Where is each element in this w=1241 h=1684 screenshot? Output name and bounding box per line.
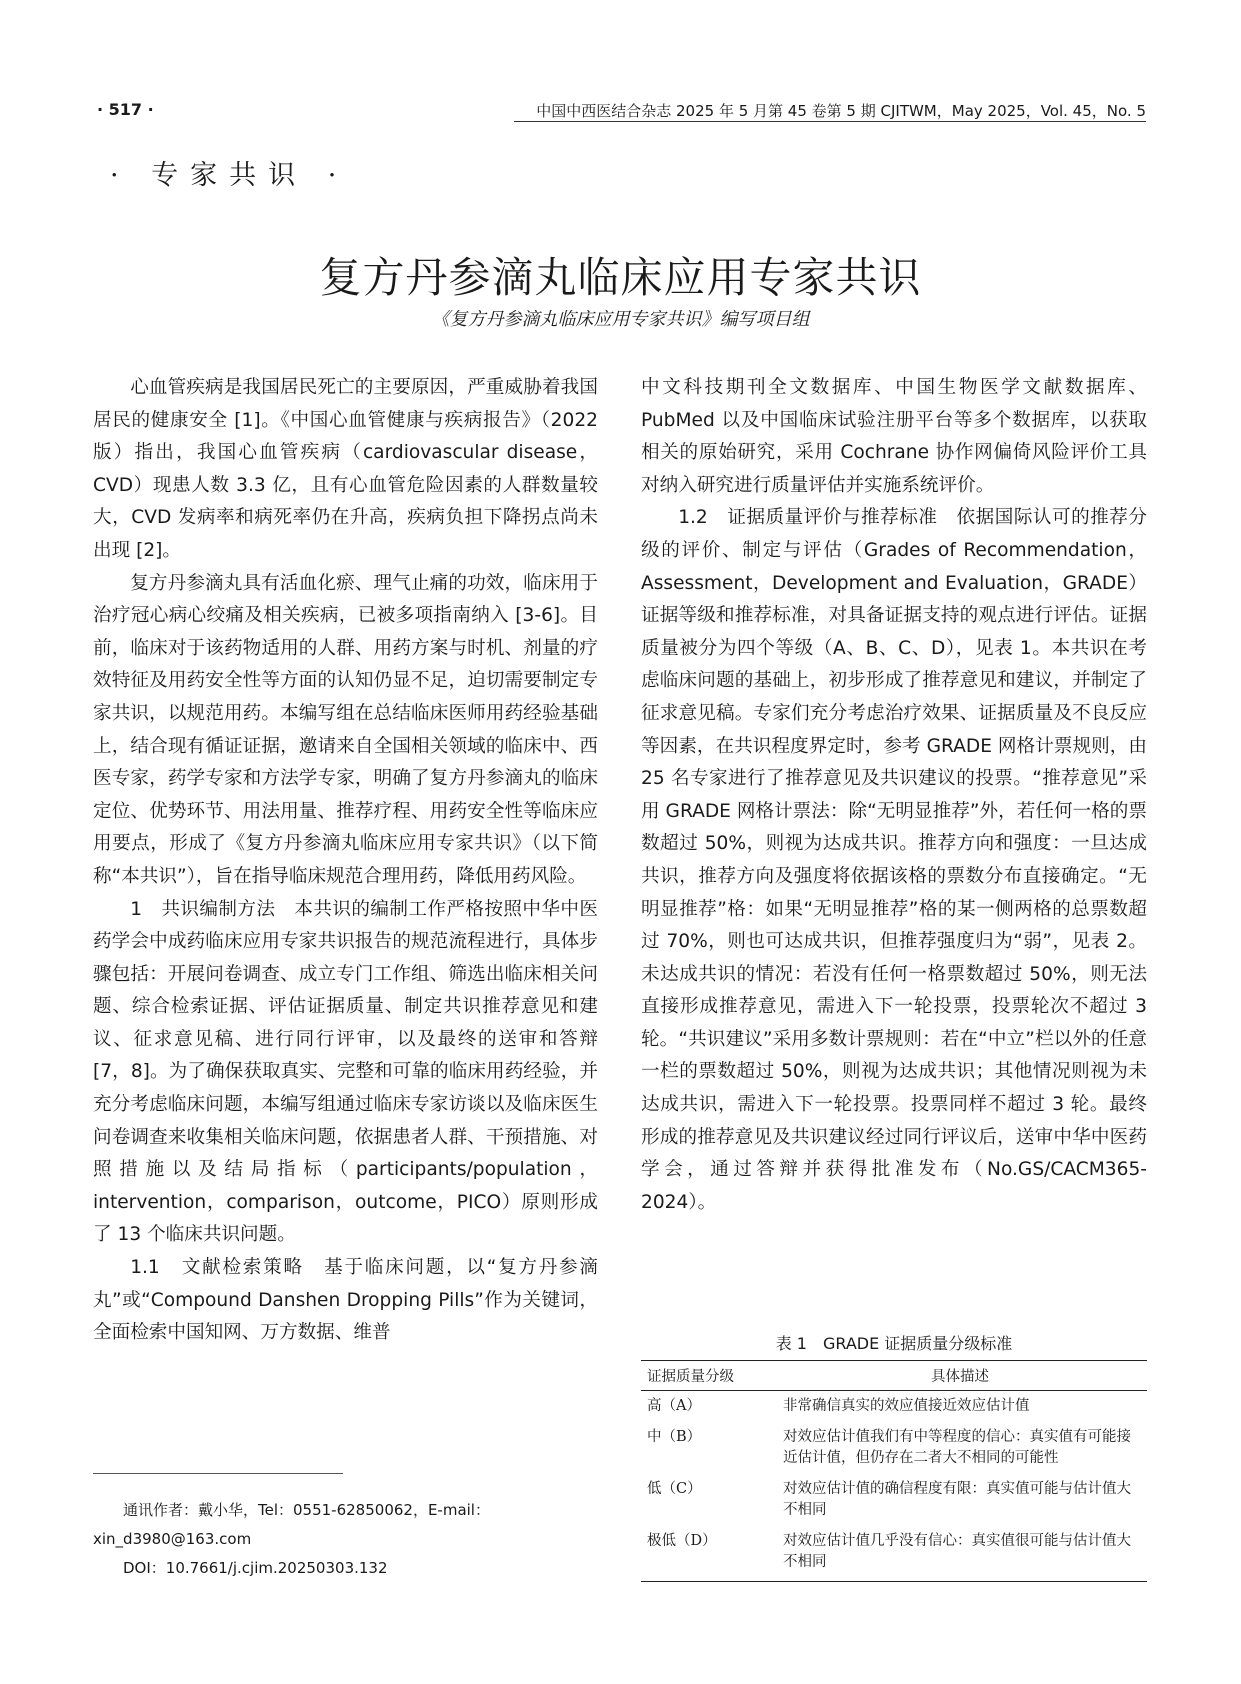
table-cell: 低（C） xyxy=(647,1481,702,1497)
table-row xyxy=(641,1422,1147,1474)
table-row xyxy=(641,1526,1147,1582)
table-cell: 极低（D） xyxy=(641,1526,773,1582)
table-row xyxy=(641,1391,1147,1423)
header-rule xyxy=(514,121,1146,122)
table-cell: 对效应估计值我们有中等程度的信心：真实值有可能接近估计值，但仍存在二者大不相同的可能性 xyxy=(783,1429,1131,1466)
article-title: 复方丹参滴丸临床应用专家共识 xyxy=(319,253,922,303)
paragraph-intro: 心血管疾病是我国居民死亡的主要原因，严重威胁着我国居民的健康安全 [1]。《中国心血管健康与疾病报告》（2022 版）指出，我国心血管疾病（cardiovascular disease，CVD）现患人数 3.3 亿，且有心血管危险因素的人群数量较大，CVD 发病率和病死率仍在升高，疾病负担下降拐点尚未出现 [2]。 xyxy=(93,377,598,561)
table-cell: 对效应估计值的确信程度有限：真实值可能与估计值大不相同 xyxy=(783,1481,1131,1518)
table-1 xyxy=(641,1331,1147,1582)
doi: DOI：10.7661/j.cjim.20250303.132 xyxy=(123,1559,388,1577)
corresponding-author: 通讯作者：戴小华，Tel：0551-62850062，E-mail：xin_d3980@163.com xyxy=(93,1501,490,1548)
search-text: 基于临床问题，以“复方丹参滴丸”或“Compound Danshen Dropping Pills”作为关键词，全面检索中国知网、万方数据、维普 xyxy=(93,1257,598,1344)
paragraph-methods xyxy=(93,894,598,1253)
heading-grade: 1.2 证据质量评价与推荐标准 xyxy=(678,507,938,529)
left-column xyxy=(93,372,598,1350)
table-cell: 高（A） xyxy=(647,1398,701,1414)
table-header-cell: 具体描述 xyxy=(773,1361,1147,1391)
paragraph-search-continued: 中文科技期刊全文数据库、中国生物医学文献数据库、PubMed 以及中国临床试验注册平台等多个数据库，以获取相关的原始研究，采用 Cochrane 协作网偏倚风险评价工具对纳入研究进行质量评估并实施系统评价。 xyxy=(641,377,1147,496)
footnote-rule xyxy=(93,1473,343,1474)
methods-text: 本共识的编制工作严格按照中华中医药学会中成药临床应用专家共识报告的规范流程进行，具体步骤包括：开展问卷调查、成立专门工作组、筛选出临床相关问题、综合检索证据、评估证据质量、制定共识推荐意见和建议、征求意见稿、进行同行评审，以及最终的送审和答辩 [7，8]。为了确保获取真实、完整和可靠的临床用药经验，并充分考虑临床问题，本编写组通过临床专家访谈以及临床医生问卷调查来收集相关临床问题，依据患者人群、干预措施、对照措施以及结局指标（participants/population，intervention，comparison，outcome，PICO）原则形成了 13 个临床共识问题。 xyxy=(93,898,598,1246)
journal-header: 中国中西医结合杂志 2025 年 5 月第 45 卷第 5 期 CJITWM，May 2025，Vol. 45，No. 5 xyxy=(536,102,1146,120)
table-caption: 表 1 GRADE 证据质量分级标准 xyxy=(775,1334,1013,1353)
heading-methods: 1 共识编制方法 xyxy=(130,898,276,920)
table-header-cell: 证据质量分级 xyxy=(641,1361,773,1391)
page-number: · 517 · xyxy=(97,100,154,119)
footnote xyxy=(93,1496,598,1583)
author-group: 《复方丹参滴丸临床应用专家共识》编写项目组 xyxy=(431,309,810,330)
table-row xyxy=(641,1474,1147,1526)
table-cell: 对效应估计值几乎没有信心：真实值很可能与估计值大不相同 xyxy=(773,1526,1147,1582)
grade-table xyxy=(641,1360,1147,1582)
table-cell: 非常确信真实的效应值接近效应估计值 xyxy=(783,1398,1030,1414)
heading-search: 1.1 文献检索策略 xyxy=(130,1257,304,1279)
paragraph-grade xyxy=(641,502,1147,1219)
table-header-row xyxy=(641,1361,1147,1391)
right-column xyxy=(641,372,1147,1219)
paragraph-search xyxy=(93,1252,598,1350)
section-label: · 专家共识 · xyxy=(110,160,349,191)
grade-text: 依据国际认可的推荐分级的评价、制定与评估（Grades of Recommendation，Assessment，Development and Evaluation，GRADE）证据等级和推荐标准，对具备证据支持的观点进行评估。证据质量被分为四个等级（A、B、C、D），见表 1。本共识在考虑临床问题的基础上，初步形成了推荐意见和建议，并制定了征求意见稿。专家们充分考虑治疗效果、证据质量及不良反应等因素，在共识程度界定时，参考 GRADE 网格计票规则，由 25 名专家进行了推荐意见及共识建议的投票。“推荐意见”采用 GRADE 网格计票法：除“无明显推荐”外，若任何一格的票数超过 50%，则视为达成共识。推荐方向和强度：一旦达成共识，推荐方向及强度将依据该格的票数分布直接确定。“无明显推荐”格：如果“无明显推荐”格的某一侧两格的总票数超过 70%，则也可达成共识，但推荐强度归为“弱”，见表 2。未达成共识的情况：若没有任何一格票数超过 50%，则无法直接形成推荐意见，需进入下一轮投票，投票轮次不超过 3 轮。“共识建议”采用多数计票规则：若在“中立”栏以外的任意一栏的票数超过 50%，则视为达成共识；其他情况则视为未达成共识，需进入下一轮投票。投票同样不超过 3 轮。最终形成的推荐意见及共识建议经过同行评议后，送审中华中医药学会，通过答辩并获得批准发布（No.GS/CACM365-2024）。 xyxy=(641,507,1147,1213)
table-cell: 中（B） xyxy=(647,1429,702,1445)
paragraph-background: 复方丹参滴丸具有活血化瘀、理气止痛的功效，临床用于治疗冠心病心绞痛及相关疾病，已被多项指南纳入 [3-6]。目前，临床对于该药物适用的人群、用药方案与时机、剂量的疗效特征及用药安全性等方面的认知仍显不足，迫切需要制定专家共识，以规范用药。本编写组在总结临床医师用药经验基础上，结合现有循证证据，邀请来自全国相关领域的临床中、西医专家，药学专家和方法学专家，明确了复方丹参滴丸的临床定位、优势环节、用法用量、推荐疗程、用药安全性等临床应用要点，形成了《复方丹参滴丸临床应用专家共识》（以下简称“本共识”），旨在指导临床规范合理用药，降低用药风险。 xyxy=(93,572,598,887)
